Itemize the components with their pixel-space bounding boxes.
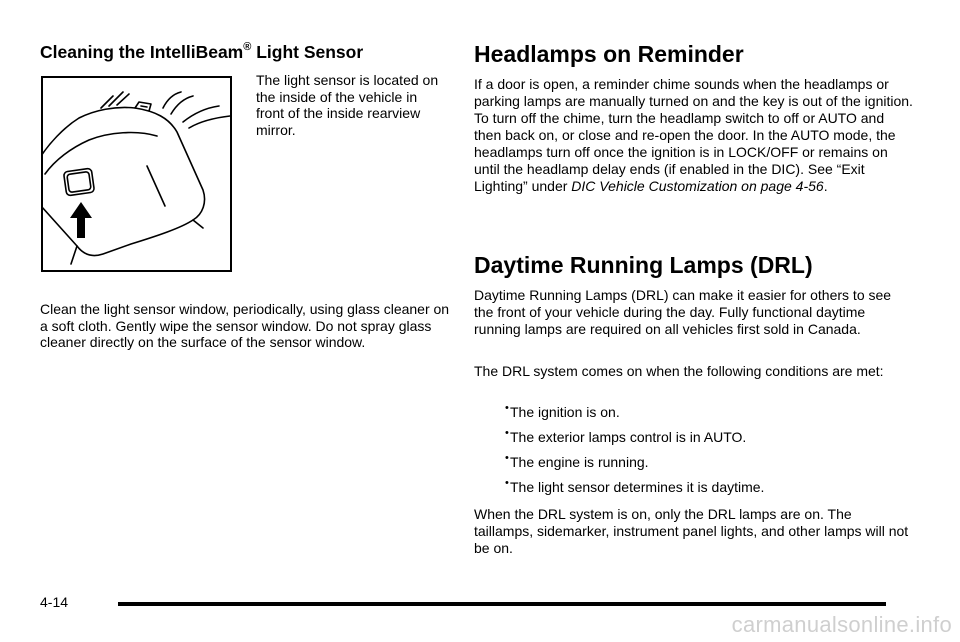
up-arrow-icon [70,202,92,238]
list-item-text: The engine is running. [510,454,649,470]
drl-conditions-list [474,404,914,504]
drl-conditions-intro: The DRL system comes on when the following conditions are met: [474,363,884,379]
list-item-text: The exterior lamps control is in AUTO. [510,429,747,445]
light-sensor-illustration [41,76,232,272]
list-item [474,454,914,479]
bullet-icon: • [505,402,509,414]
watermark: carmanualsonline.info [731,612,952,637]
drl-intro: Daytime Running Lamps (DRL) can make it easier for others to see the front of your vehicle during the day. Fully functional daytime running lamps are required on all vehicles first sold in Canada. [474,287,892,337]
heading-drl: Daytime Running Lamps (DRL) [474,252,813,278]
footer-divider [118,602,886,606]
registered-mark: ® [243,41,252,53]
list-item-text: The ignition is on. [510,404,620,420]
bullet-icon: • [505,477,509,489]
figure-caption: The light sensor is located on the inside of the vehicle in front of the inside rearview mirror. [256,72,439,138]
list-item [474,479,914,504]
list-item [474,429,914,454]
headlamps-reminder-text [474,76,914,195]
section-title-intellibeam [40,41,450,63]
page-number: 4-14 [40,594,69,610]
bullet-icon: • [505,427,509,439]
list-item-text: The light sensor determines it is daytime. [510,479,765,495]
sensor-housing-drawing [43,78,230,270]
headlamps-body: If a door is open, a reminder chime sounds when the headlamps or parking lamps are manually turned on and the key is out of the ignition. To turn off the chime, turn the headlamp switch to off or AUTO and then back on, or close and re-open the door. In the AUTO mode, the headlamps turn off once the ignition is in LOCK/OFF or remains on until the headlamp delay ends (if enabled in the DIC). See “Exit Lighting” under [474,76,913,194]
cleaning-instructions: Clean the light sensor window, periodically, using glass cleaner on a soft cloth. Gently wipe the sensor window. Do not spray glass cleaner directly on the surface of the sensor window. [40,301,450,350]
cross-reference-link[interactable]: DIC Vehicle Customization on page 4‑56 [571,178,824,194]
title-text: Cleaning the IntelliBeam [40,42,244,62]
list-item [474,404,914,429]
headlamps-body-end: . [823,178,828,194]
bullet-icon: • [505,452,509,464]
drl-on-behavior: When the DRL system is on, only the DRL lamps are on. The taillamps, sidemarker, instrument panel lights, and other lamps will not be on. [474,506,909,556]
title-text-end: Light Sensor [251,42,364,62]
heading-headlamps-reminder: Headlamps on Reminder [474,41,744,67]
